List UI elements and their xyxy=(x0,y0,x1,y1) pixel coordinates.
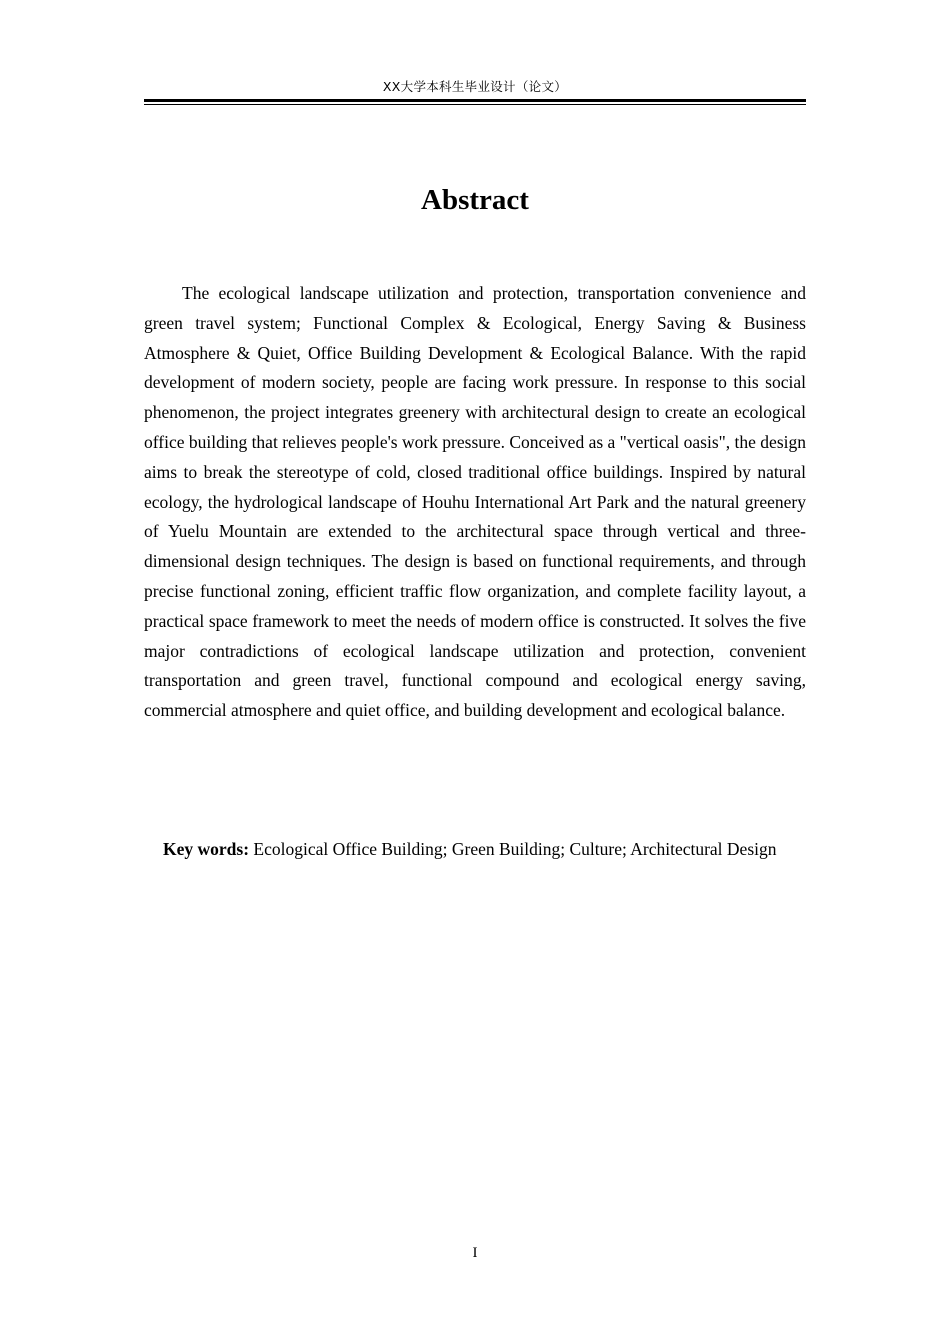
header-rule-thick xyxy=(144,99,806,102)
abstract-title: Abstract xyxy=(421,184,529,216)
abstract-body: The ecological landscape utilization and protection, transportation convenience and green travel system; Functional Complex & Ecological, Energy Saving & Business Atmosphere & Quiet, Office Building Development & Ecological Balance. With the rapid development of modern society, people are facing work pressure. In response to this social phenomenon, the project integrates greenery with architectural design to create an ecological office building that relieves people's work pressure. Conceived as a "vertical oasis", the design aims to break the stereotype of cold, closed traditional office buildings. Inspired by natural ecology, the hydrological landscape of Houhu International Art Park and the natural greenery of Yuelu Mountain are extended to the architectural space through vertical and three-dimensional design techniques. The design is based on functional requirements, and through precise functional zoning, efficient traffic flow organization, and complete facility layout, a practical space framework to meet the needs of modern office is constructed. It solves the five major contradictions of ecological landscape utilization and protection, convenient transportation and green travel, functional compound and ecological energy saving, commercial atmosphere and quiet office, and building development and ecological balance. xyxy=(144,283,806,721)
running-header: XX大学本科生毕业设计（论文） xyxy=(382,79,568,94)
keywords-label: Key words: xyxy=(163,839,250,859)
keywords-paragraph xyxy=(144,834,806,864)
keywords-text: Ecological Office Building; Green Building; Culture; Architectural Design xyxy=(249,839,777,859)
header-rule-thin xyxy=(144,104,806,105)
page-number: I xyxy=(472,1245,478,1261)
